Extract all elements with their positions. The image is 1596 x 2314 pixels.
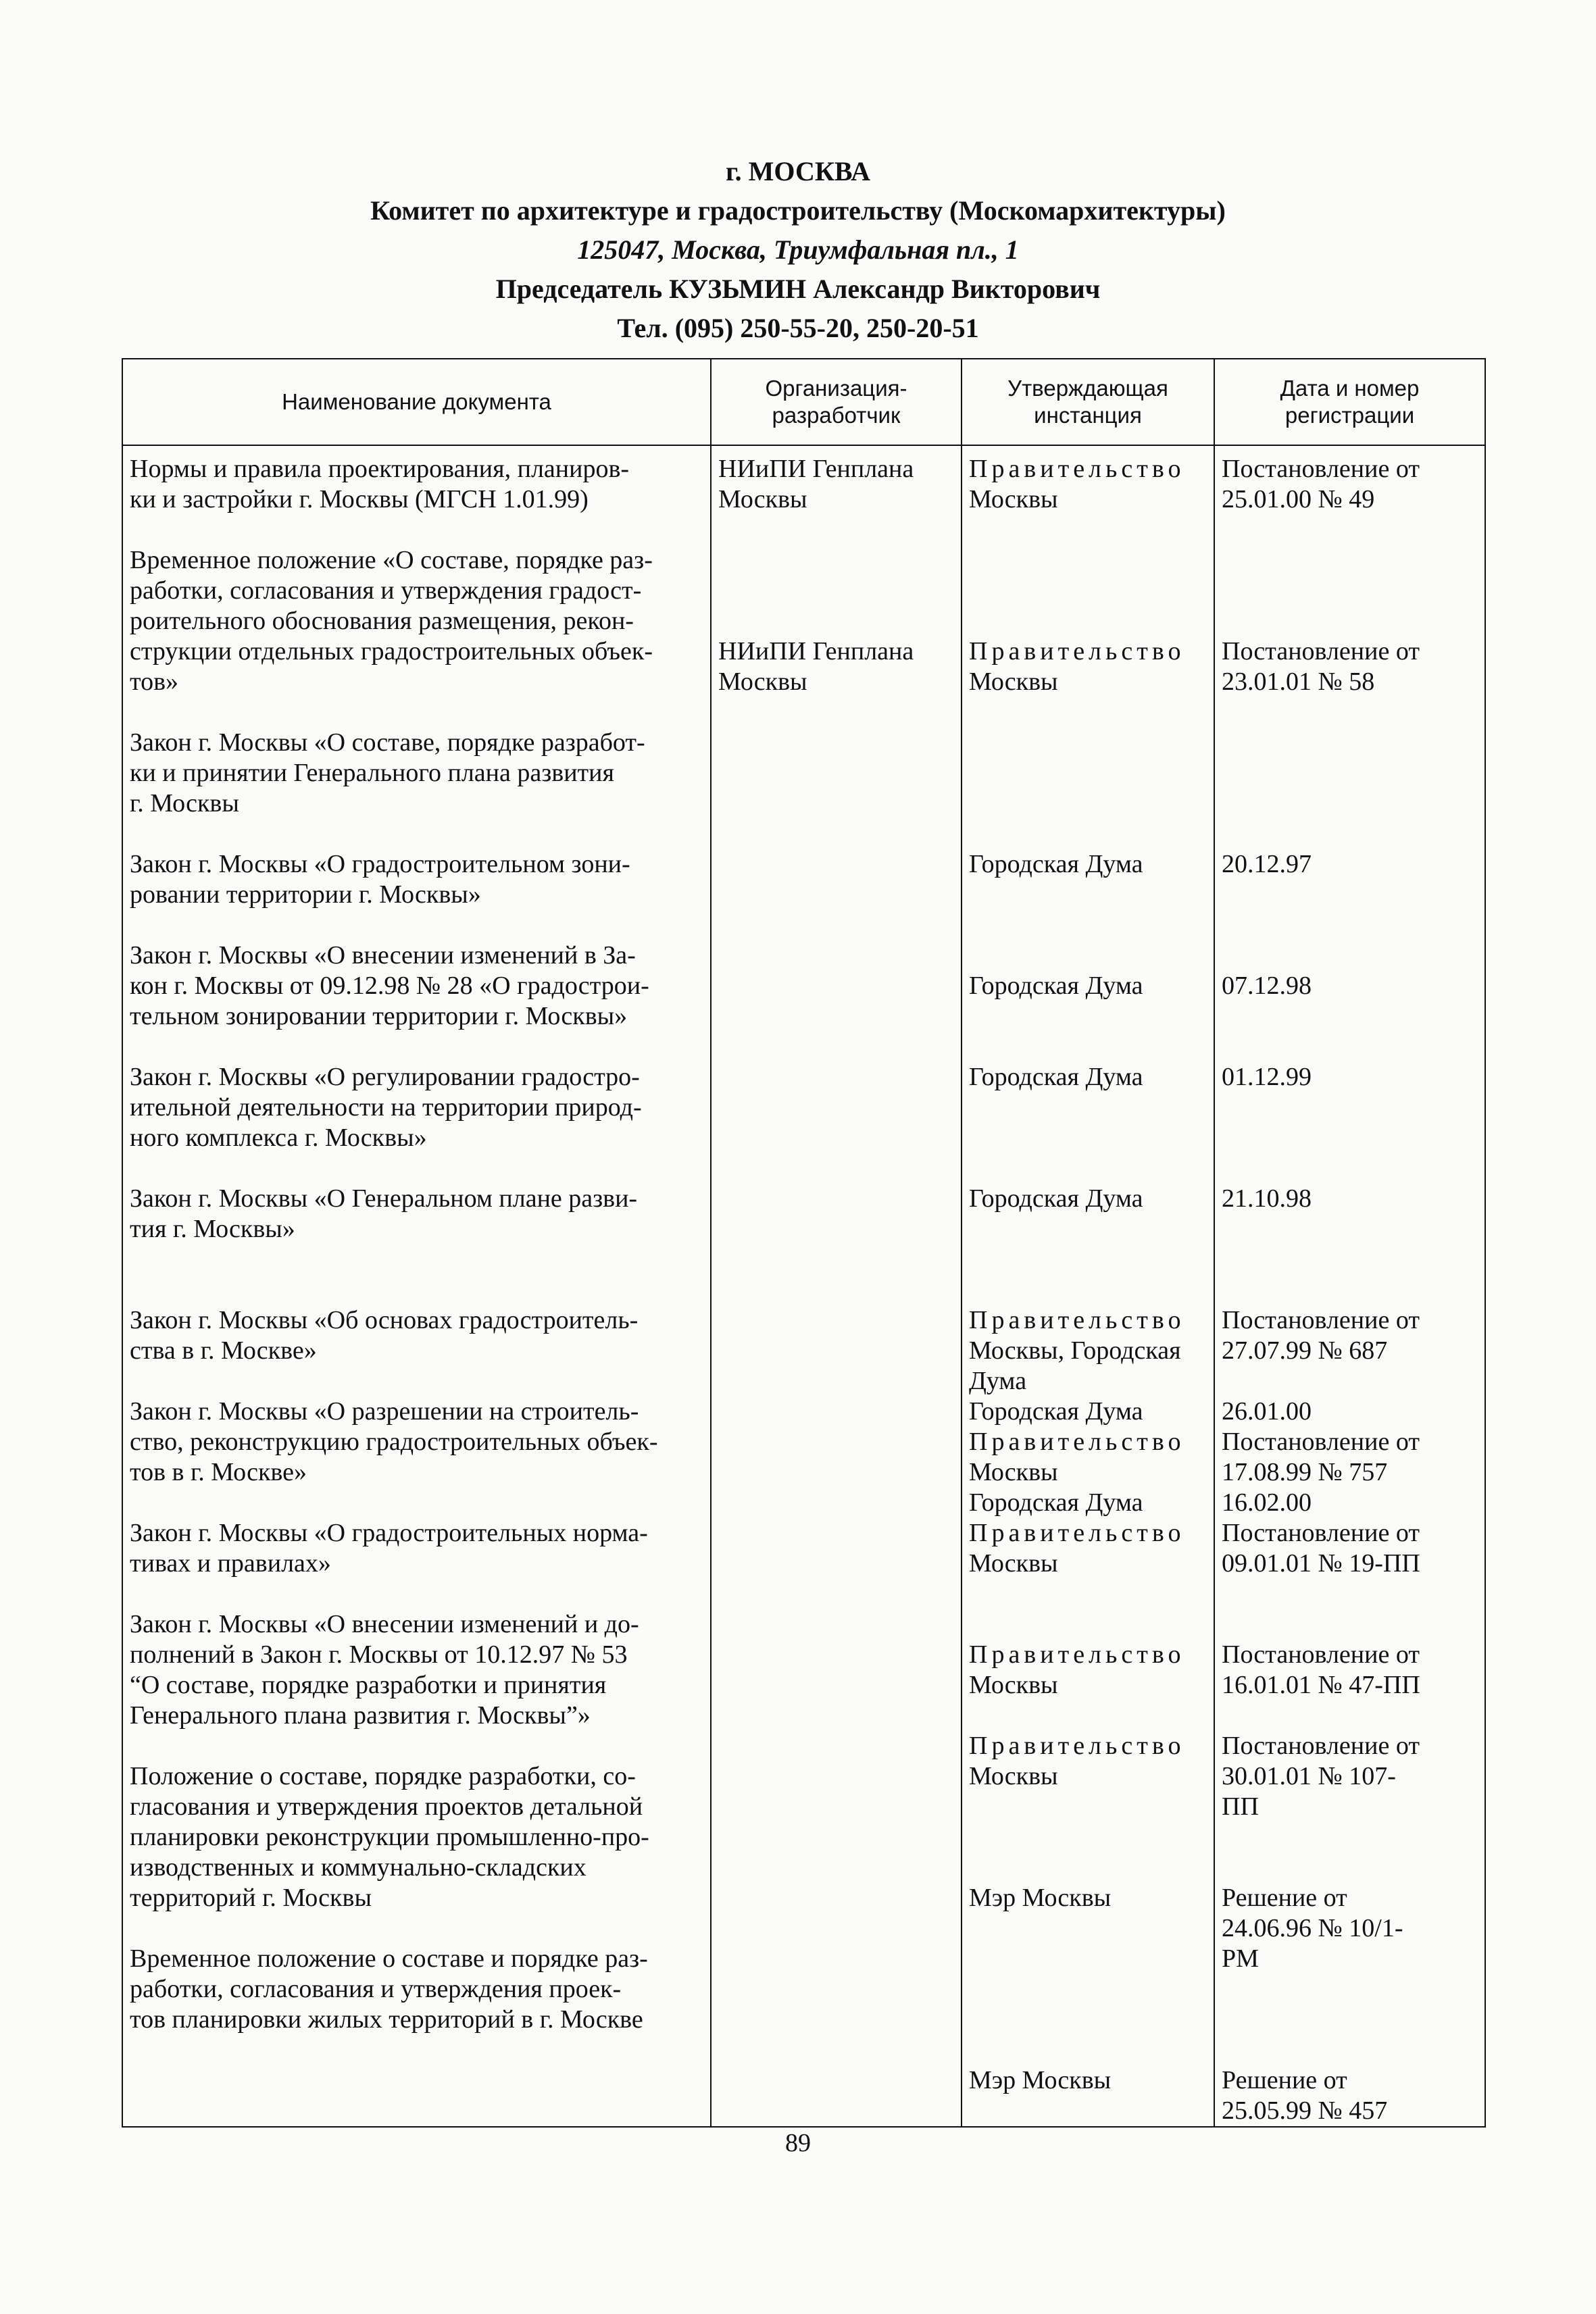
table-cell-line xyxy=(1222,910,1478,940)
table-cell-line xyxy=(969,2035,1207,2065)
table-cell-line: Городская Дума xyxy=(969,1184,1143,1213)
table-cell-line xyxy=(130,1731,703,1761)
table-cell-line: Постановление от xyxy=(1222,637,1420,665)
table-cell-line: Генерального плана развития г. Москвы”» xyxy=(130,1701,591,1730)
table-cell-line xyxy=(1222,1609,1478,1640)
table-cell-line xyxy=(969,728,1207,758)
table-cell-line: Закон г. Москвы «О градостроительных норма- xyxy=(130,1519,648,1547)
table-cell-line: полнений в Закон г. Москвы от 10.12.97 № 53 xyxy=(130,1640,628,1669)
table-cell-line: Закон г. Москвы «О внесении изменений и до- xyxy=(130,1610,639,1638)
table-cell-line: ки и принятии Генерального плана развития xyxy=(130,759,614,787)
table-cell-line xyxy=(1222,576,1478,606)
table-cell-line xyxy=(969,1579,1207,1609)
table-cell-line: Москвы xyxy=(718,668,807,696)
table-cell-line xyxy=(969,1032,1207,1062)
table-cell-line: Дума xyxy=(969,1367,1027,1395)
table-cell-line xyxy=(718,576,954,606)
committee-phone: Тел. (095) 250-55-20, 250-20-51 xyxy=(617,313,979,343)
table-cell-line xyxy=(969,1913,1207,1944)
table-cell-line: ки и застройки г. Москвы (МГСН 1.01.99) xyxy=(130,485,589,513)
document-header xyxy=(0,152,1596,348)
table-cell-line: Постановление от xyxy=(1222,1519,1420,1547)
table-cell-line xyxy=(1222,1153,1478,1184)
table-cell-line xyxy=(969,1792,1207,1822)
table-cell-line xyxy=(969,1001,1207,1032)
table-cell-line xyxy=(969,1701,1207,1731)
table-cell-line xyxy=(1222,940,1478,971)
table-cell-line: “О составе, порядке разработки и принятия xyxy=(130,1671,607,1699)
table-cell-line xyxy=(130,910,703,940)
table-cell-line xyxy=(1222,788,1478,819)
table-cell-line: Закон г. Москвы «Об основах градостроитель- xyxy=(130,1306,639,1334)
table-cell-line: Временное положение о составе и порядке раз- xyxy=(130,1944,648,1973)
table-cell-line xyxy=(969,1092,1207,1123)
table-cell-line xyxy=(1222,1092,1478,1123)
table-cell-line: Москвы xyxy=(969,1671,1058,1699)
table-cell-line xyxy=(969,758,1207,788)
table-cell-line: Мэр Москвы xyxy=(969,1884,1112,1912)
table-cell-line xyxy=(969,1214,1207,1244)
table-cell-line xyxy=(1222,880,1478,910)
table-cell-line: Постановление от xyxy=(1222,1732,1420,1760)
table-cell-line xyxy=(1222,1214,1478,1244)
table-cell-line: Правительство xyxy=(969,1306,1185,1334)
table-cell-line: тия г. Москвы» xyxy=(130,1215,295,1243)
table-cell-line: Москвы, Городская xyxy=(969,1336,1181,1365)
developer-lines xyxy=(712,454,961,697)
committee-address: 125047, Москва, Триумфальная пл., 1 xyxy=(577,234,1019,265)
developer-column xyxy=(711,445,962,2127)
table-cell-line: Городская Дума xyxy=(969,972,1143,1000)
table-cell-line xyxy=(969,1822,1207,1853)
table-cell-line: тов в г. Москве» xyxy=(130,1458,307,1486)
column-header-registration: Дата и номер регистрации xyxy=(1214,359,1485,445)
table-cell-line: Решение от xyxy=(1222,1884,1347,1912)
column-header-developer: Организация-разработчик xyxy=(711,359,962,445)
documents-table xyxy=(122,358,1486,2128)
table-cell-line: 25.05.99 № 457 xyxy=(1222,2096,1388,2125)
page-number: 89 xyxy=(785,2129,811,2157)
committee-name: Комитет по архитектуре и градостроительству (Москомархитектуры) xyxy=(370,195,1226,226)
table-cell-line xyxy=(969,2005,1207,2035)
table-cell-line: Городская Дума xyxy=(969,1397,1143,1426)
table-cell-line: НИиПИ Генплана xyxy=(718,637,914,665)
table-cell-line: Закон г. Москвы «О Генеральном плане разви- xyxy=(130,1184,638,1213)
table-cell-line: Москвы xyxy=(718,485,807,513)
table-cell-line: кон г. Москвы от 09.12.98 № 28 «О градострои- xyxy=(130,972,649,1000)
table-cell-line: 24.06.96 № 10/1- xyxy=(1222,1914,1403,1942)
table-cell-line xyxy=(1222,545,1478,576)
table-cell-line: 01.12.99 xyxy=(1222,1063,1312,1091)
table-cell-line: Правительство xyxy=(969,1732,1185,1760)
table-cell-line: Закон г. Москвы «О разрешении на строитель- xyxy=(130,1397,639,1426)
table-cell-line: изводственных и коммунально-складских xyxy=(130,1853,587,1882)
table-cell-line: 09.01.01 № 19-ПП xyxy=(1222,1549,1420,1578)
table-cell-line: 07.12.98 xyxy=(1222,972,1312,1000)
table-cell-line: Временное положение «О составе, порядке раз- xyxy=(130,546,653,574)
table-cell-line xyxy=(969,1853,1207,1883)
table-cell-line xyxy=(1222,2005,1478,2035)
table-cell-line: 27.07.99 № 687 xyxy=(1222,1336,1388,1365)
registration-lines xyxy=(1215,454,1485,2126)
table-cell-line: 16.01.01 № 47-ПП xyxy=(1222,1671,1420,1699)
table-cell-line: Москвы xyxy=(969,1762,1058,1790)
table-cell-line xyxy=(718,606,954,636)
table-cell-line xyxy=(1222,1123,1478,1153)
table-cell-line xyxy=(1222,1032,1478,1062)
table-cell-line xyxy=(1222,606,1478,636)
table-cell-line: ного комплекса г. Москвы» xyxy=(130,1124,427,1152)
table-cell-line: 30.01.01 № 107- xyxy=(1222,1762,1396,1790)
table-cell-line xyxy=(1222,697,1478,728)
table-cell-line: 26.01.00 xyxy=(1222,1397,1312,1426)
registration-column xyxy=(1214,445,1485,2127)
table-cell-line xyxy=(1222,1974,1478,2005)
table-cell-line: ства в г. Москве» xyxy=(130,1336,317,1365)
table-cell-line xyxy=(969,515,1207,545)
table-header-row xyxy=(122,359,1485,445)
table-cell-line xyxy=(1222,1853,1478,1883)
table-cell-line xyxy=(969,1123,1207,1153)
table-cell-line xyxy=(1222,1822,1478,1853)
table-cell-line: 17.08.99 № 757 xyxy=(1222,1458,1388,1486)
table-cell-line: Москвы xyxy=(969,668,1058,696)
table-cell-line xyxy=(130,1153,703,1184)
table-cell-line xyxy=(718,545,954,576)
table-cell-line xyxy=(969,606,1207,636)
table-cell-line xyxy=(1222,1366,1478,1397)
table-cell-line: Закон г. Москвы «О внесении изменений в За- xyxy=(130,941,636,970)
table-cell-line xyxy=(130,697,703,728)
table-cell-line xyxy=(130,1579,703,1609)
table-cell-line xyxy=(1222,1701,1478,1731)
authority-lines xyxy=(962,454,1214,2096)
table-cell-line: тивах и правилах» xyxy=(130,1549,331,1578)
table-cell-line: 16.02.00 xyxy=(1222,1488,1312,1517)
table-cell-line: территорий г. Москвы xyxy=(130,1884,372,1912)
table-cell-line xyxy=(969,1244,1207,1275)
table-cell-line: Постановление от xyxy=(1222,1306,1420,1334)
table-cell-line: ПП xyxy=(1222,1792,1259,1821)
table-cell-line: работки, согласования и утверждения градост- xyxy=(130,576,642,605)
table-cell-line: Городская Дума xyxy=(969,1063,1143,1091)
table-cell-line xyxy=(130,1488,703,1518)
table-cell-line: 20.12.97 xyxy=(1222,850,1312,878)
authority-column xyxy=(962,445,1214,2127)
table-cell-line xyxy=(130,1244,703,1275)
table-cell-line xyxy=(969,1275,1207,1305)
table-cell-line: струкции отдельных градостроительных объек- xyxy=(130,637,653,665)
table-cell-line xyxy=(130,1032,703,1062)
table-cell-line: ство, реконструкцию градостроительных объек- xyxy=(130,1428,658,1456)
table-cell-line: Правительство xyxy=(969,1640,1185,1669)
table-cell-line: Москвы xyxy=(969,485,1058,513)
table-cell-line xyxy=(1222,2035,1478,2065)
table-cell-line xyxy=(130,1913,703,1944)
table-cell-line: Правительство xyxy=(969,455,1185,483)
table-cell-line: Положение о составе, порядке разработки, со- xyxy=(130,1762,636,1790)
table-cell-line: Закон г. Москвы «О регулировании градостро- xyxy=(130,1063,640,1091)
city-title: г. МОСКВА xyxy=(726,156,870,186)
table-cell-line: Нормы и правила проектирования, планиров- xyxy=(130,455,630,483)
table-cell-line xyxy=(969,1944,1207,1974)
table-cell-line: Москвы xyxy=(969,1549,1058,1578)
table-cell-line xyxy=(969,880,1207,910)
table-body-row xyxy=(122,445,1485,2127)
table-cell-line: 25.01.00 № 49 xyxy=(1222,485,1375,513)
table-cell-line xyxy=(1222,728,1478,758)
committee-chairman: Председатель КУЗЬМИН Александр Викторович xyxy=(495,274,1101,304)
table-cell-line: Правительство xyxy=(969,1428,1185,1456)
table-cell-line: Решение от xyxy=(1222,2066,1347,2094)
table-cell-line: тов» xyxy=(130,668,179,696)
table-cell-line: 21.10.98 xyxy=(1222,1184,1312,1213)
table-cell-line xyxy=(969,819,1207,849)
table-cell-line xyxy=(969,1609,1207,1640)
table-cell-line: Москвы xyxy=(969,1458,1058,1486)
table-cell-line: Городская Дума xyxy=(969,1488,1143,1517)
table-cell-line: Постановление от xyxy=(1222,1428,1420,1456)
table-cell-line xyxy=(1222,758,1478,788)
table-cell-line xyxy=(969,545,1207,576)
table-cell-line xyxy=(130,1366,703,1397)
table-cell-line xyxy=(1222,819,1478,849)
table-cell-line: НИиПИ Генплана xyxy=(718,455,914,483)
table-cell-line: Закон г. Москвы «О составе, порядке разработ- xyxy=(130,728,645,757)
table-cell-line xyxy=(969,940,1207,971)
table-cell-line: роительного обоснования размещения, рекон- xyxy=(130,607,634,635)
table-cell-line: работки, согласования и утверждения проек- xyxy=(130,1975,622,2003)
table-cell-line xyxy=(969,910,1207,940)
table-cell-line xyxy=(130,1275,703,1305)
table-cell-line xyxy=(969,1153,1207,1184)
table-cell-line: РМ xyxy=(1222,1944,1259,1973)
table-cell-line xyxy=(969,697,1207,728)
table-cell-line xyxy=(130,819,703,849)
table-cell-line: тельном зонировании территории г. Москвы» xyxy=(130,1002,628,1030)
table-cell-line xyxy=(130,515,703,545)
table-cell-line: Правительство xyxy=(969,637,1185,665)
column-header-document: Наименование документа xyxy=(122,359,711,445)
table-cell-line: ровании территории г. Москвы» xyxy=(130,880,481,909)
table-cell-line xyxy=(718,515,954,545)
table-cell-line: Городская Дума xyxy=(969,850,1143,878)
document-name-lines xyxy=(123,454,710,2035)
table-cell-line: ительной деятельности на территории природ- xyxy=(130,1093,642,1122)
table-cell-line xyxy=(1222,1244,1478,1275)
table-cell-line xyxy=(969,788,1207,819)
document-name-column xyxy=(122,445,711,2127)
table-cell-line: Правительство xyxy=(969,1519,1185,1547)
table-cell-line: Постановление от xyxy=(1222,1640,1420,1669)
table-cell-line: 23.01.01 № 58 xyxy=(1222,668,1375,696)
table-cell-line: Мэр Москвы xyxy=(969,2066,1112,2094)
table-cell-line: Постановление от xyxy=(1222,455,1420,483)
table-cell-line: тов планировки жилых территорий в г. Москве xyxy=(130,2005,643,2034)
table-cell-line: планировки реконструкции промышленно-про- xyxy=(130,1823,649,1851)
table-cell-line: г. Москвы xyxy=(130,789,239,818)
table-cell-line: гласования и утверждения проектов детальной xyxy=(130,1792,643,1821)
table-cell-line xyxy=(1222,1275,1478,1305)
column-header-authority: Утверждающая инстанция xyxy=(962,359,1214,445)
table-cell-line xyxy=(969,1974,1207,2005)
table-cell-line xyxy=(1222,1001,1478,1032)
table-cell-line xyxy=(969,576,1207,606)
table-cell-line xyxy=(1222,515,1478,545)
table-cell-line: Закон г. Москвы «О градостроительном зони- xyxy=(130,850,630,878)
table-cell-line xyxy=(1222,1579,1478,1609)
